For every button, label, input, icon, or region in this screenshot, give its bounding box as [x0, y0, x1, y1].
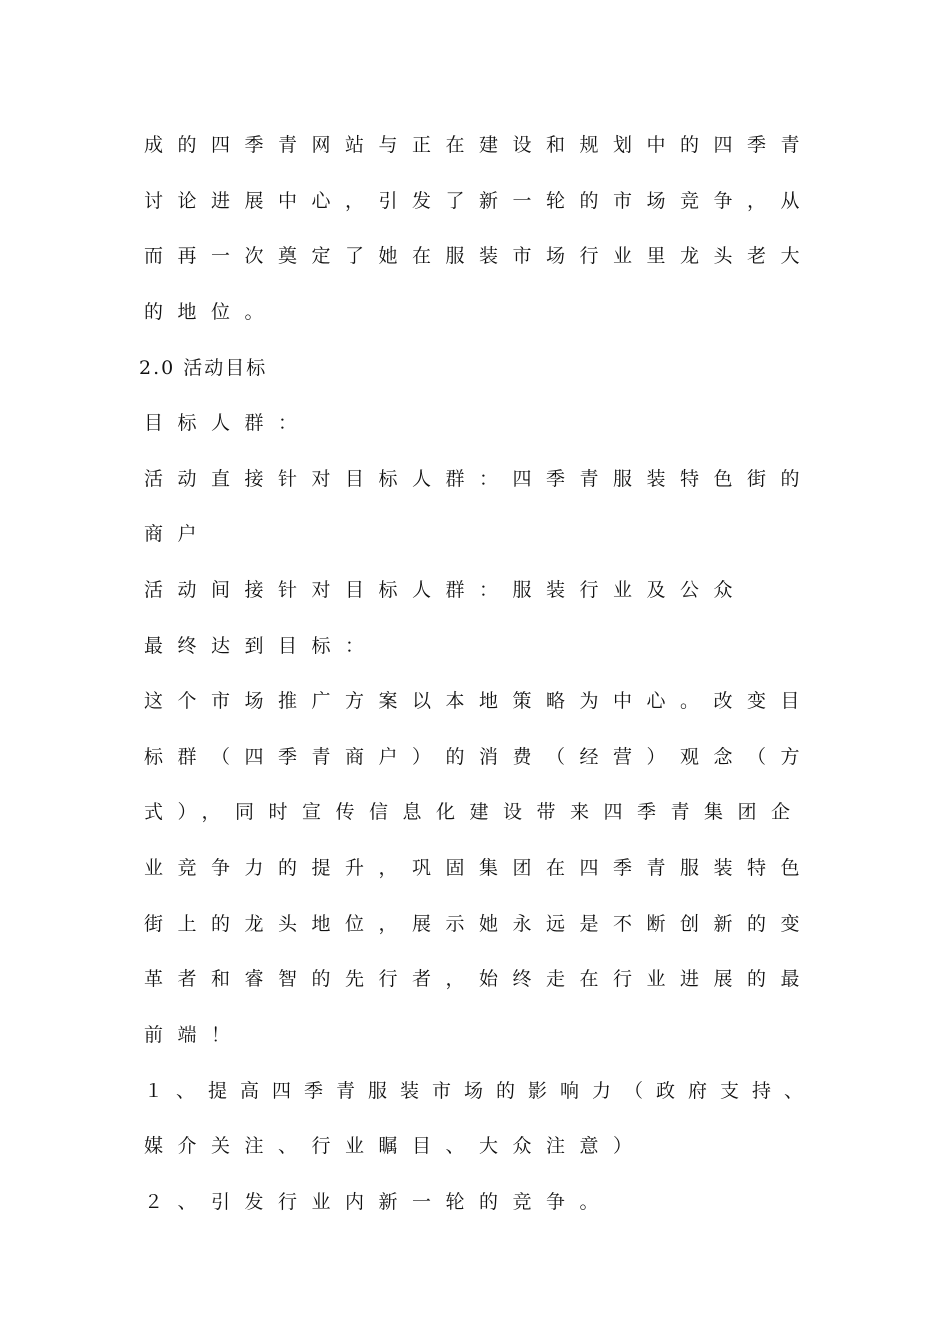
text-line: 标群（四季青商户）的消费（经营）观念（方	[144, 746, 815, 768]
text-line: 这个市场推广方案以本地策略为中心。改变目	[144, 690, 815, 712]
text-line: 式），同时宣传信息化建设带来四季青集团企	[144, 801, 805, 823]
text-line: 目标人群：	[144, 412, 312, 434]
list-item: １、提高四季青服装市场的影响力（政府支持、	[144, 1080, 817, 1102]
text-line: 活动直接针对目标人群：四季青服装特色街的	[144, 468, 815, 490]
text-line: 革者和睿智的先行者，始终走在行业进展的最	[144, 968, 815, 990]
section-heading: 2.0 活动目标	[139, 357, 268, 379]
text-line: 最终达到目标：	[144, 635, 379, 657]
text-line: 媒介关注、行业瞩目、大众注意）	[144, 1135, 647, 1157]
list-item: ２、引发行业内新一轮的竞争。	[144, 1191, 614, 1213]
text-line: 街上的龙头地位，展示她永远是不断创新的变	[144, 913, 815, 935]
text-line: 业竞争力的提升，巩固集团在四季青服装特色	[144, 857, 815, 879]
text-line: 活动间接针对目标人群：服装行业及公众	[144, 579, 748, 601]
text-line: 讨论进展中心，引发了新一轮的市场竞争，从	[144, 190, 815, 212]
text-line: 的地位。	[144, 301, 279, 323]
text-line: 而再一次奠定了她在服装市场行业里龙头老大	[144, 245, 815, 267]
text-line: 前端！	[144, 1024, 245, 1046]
text-line: 成的四季青网站与正在建设和规划中的四季青	[144, 134, 815, 156]
text-line: 商户	[144, 523, 212, 545]
